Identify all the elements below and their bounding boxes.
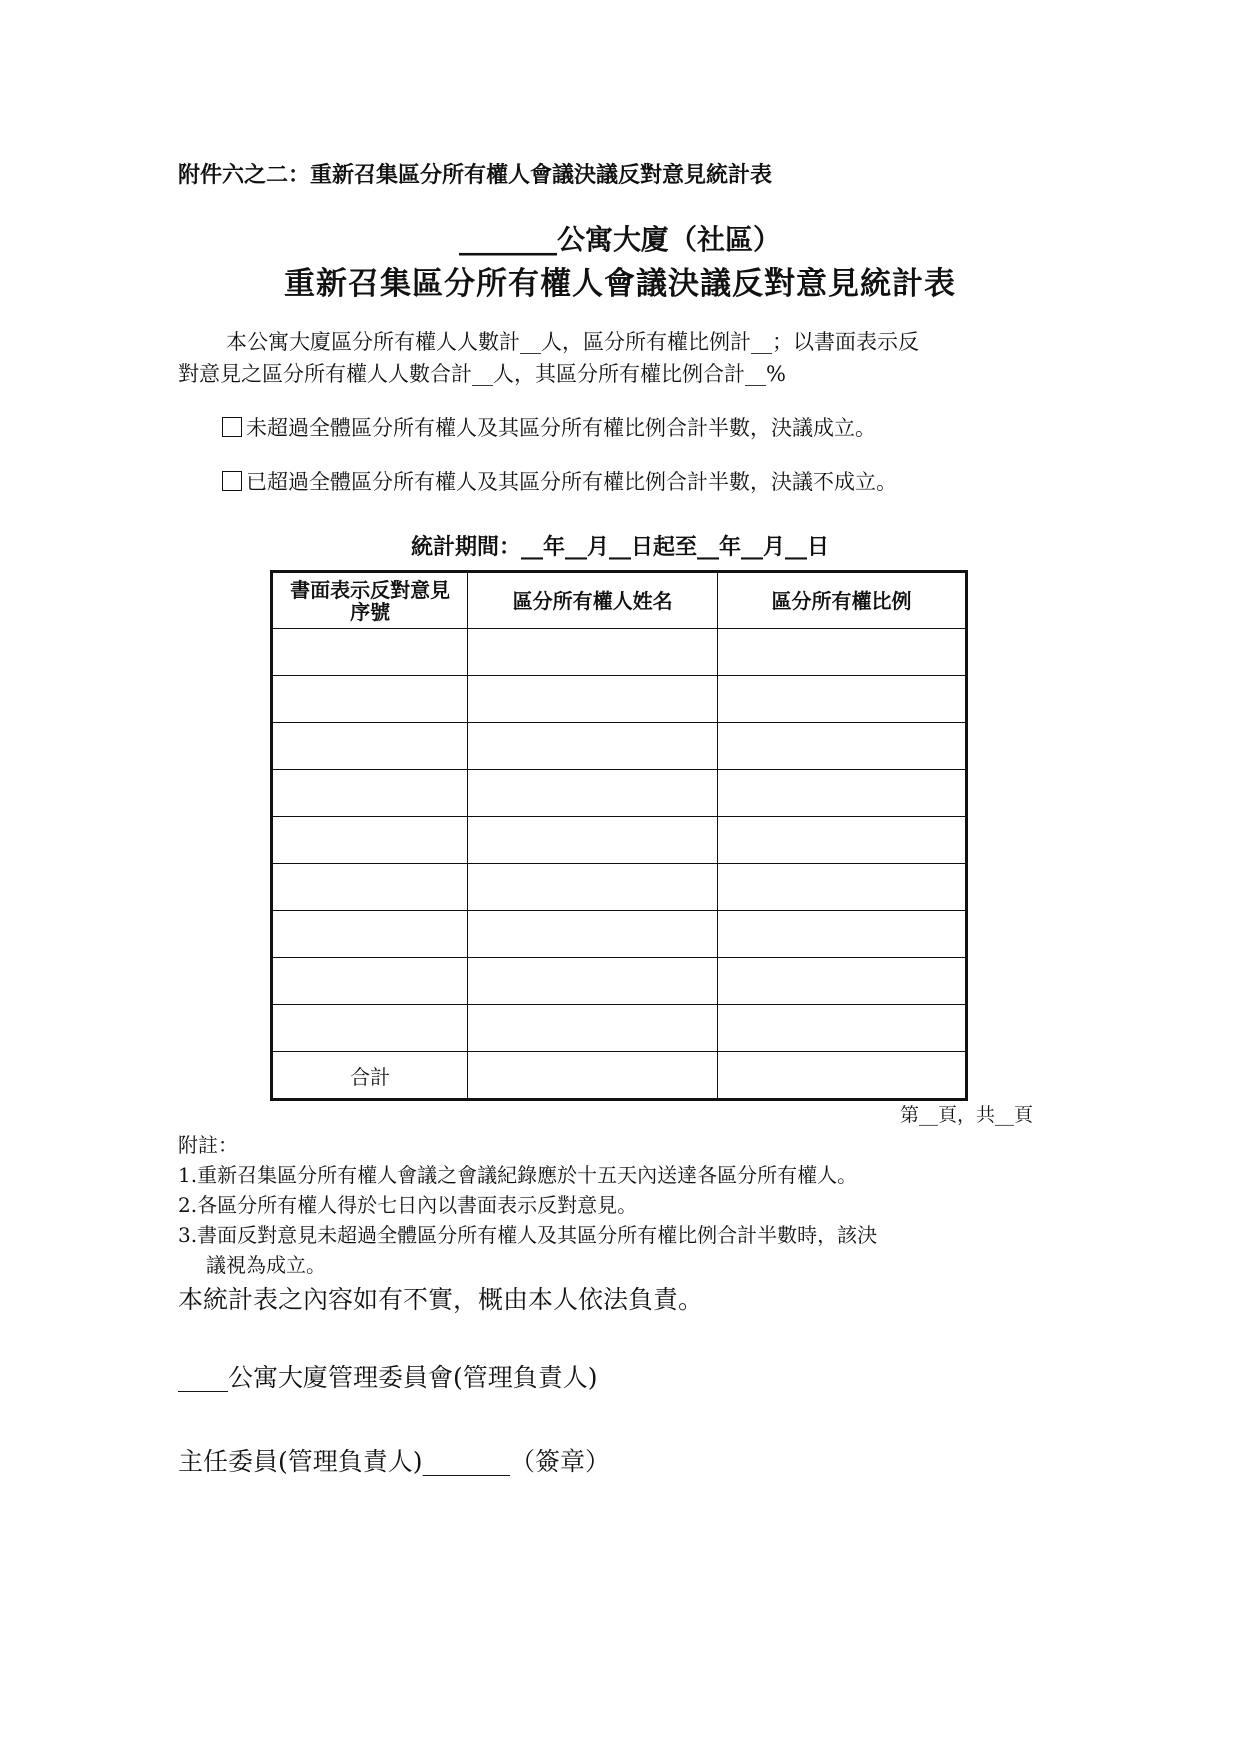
table-row — [272, 770, 967, 817]
total-owner-name[interactable] — [468, 1052, 718, 1100]
cell-ratio[interactable] — [718, 629, 967, 676]
cell-serial[interactable] — [272, 911, 468, 958]
checkbox-passed[interactable] — [222, 417, 242, 437]
committee-signature-line: ____公寓大廈管理委員會(管理負責人) — [178, 1363, 598, 1392]
table-header-row — [272, 572, 967, 629]
cell-ratio[interactable] — [718, 817, 967, 864]
cell-owner-name[interactable] — [468, 629, 718, 676]
attachment-title: 附件六之二：重新召集區分所有權人會議決議反對意見統計表 — [178, 163, 773, 188]
header-serial-line-2: 序號 — [350, 599, 391, 624]
cell-serial[interactable] — [272, 676, 468, 723]
total-ratio[interactable] — [718, 1052, 967, 1100]
table-row — [272, 864, 967, 911]
cell-owner-name[interactable] — [468, 723, 718, 770]
option-resolution-failed[interactable] — [222, 466, 897, 496]
page-number-info: 第__頁，共__頁 — [900, 1104, 1034, 1126]
note-2: 2.各區分所有權人得於七日內以書面表示反對意見。 — [178, 1193, 638, 1217]
declaration-statement: 本統計表之內容如有不實，概由本人依法負責。 — [178, 1285, 704, 1314]
document-title-building: _______公寓大廈（社區） — [458, 223, 781, 256]
cell-owner-name[interactable] — [468, 958, 718, 1005]
table-row — [272, 817, 967, 864]
option-failed-label: 已超過全體區分所有權人及其區分所有權比例合計半數，決議不成立。 — [246, 470, 897, 494]
cell-ratio[interactable] — [718, 1005, 967, 1052]
note-1: 1.重新召集區分所有權人會議之會議紀錄應於十五天內送達各區分所有權人。 — [178, 1163, 858, 1187]
cell-ratio[interactable] — [718, 911, 967, 958]
cell-ratio[interactable] — [718, 958, 967, 1005]
note-3-line-1: 3.書面反對意見未超過全體區分所有權人及其區分所有權比例合計半數時，該決 — [178, 1223, 878, 1247]
header-owner-name: 區分所有權人姓名 — [468, 572, 718, 629]
cell-serial[interactable] — [272, 723, 468, 770]
header-ownership-ratio: 區分所有權比例 — [718, 572, 967, 629]
table-row — [272, 958, 967, 1005]
cell-owner-name[interactable] — [468, 817, 718, 864]
cell-owner-name[interactable] — [468, 864, 718, 911]
table-row — [272, 676, 967, 723]
table-row — [272, 629, 967, 676]
cell-ratio[interactable] — [718, 770, 967, 817]
table-row — [272, 911, 967, 958]
cell-serial[interactable] — [272, 864, 468, 911]
total-label: 合計 — [272, 1052, 468, 1100]
header-serial-line-1: 書面表示反對意見 — [290, 577, 451, 602]
cell-serial[interactable] — [272, 1005, 468, 1052]
table-row — [272, 1005, 967, 1052]
notes-section — [178, 1130, 1068, 1280]
cell-serial[interactable] — [272, 817, 468, 864]
intro-line-1: 本公寓大廈區分所有權人人數計__人，區分所有權比例計__；以書面表示反 — [226, 330, 919, 354]
cell-serial[interactable] — [272, 629, 468, 676]
notes-title: 附註： — [178, 1133, 238, 1157]
option-passed-label: 未超過全體區分所有權人及其區分所有權比例合計半數，決議成立。 — [246, 416, 876, 440]
header-serial-number — [272, 572, 468, 629]
cell-owner-name[interactable] — [468, 1005, 718, 1052]
cell-serial[interactable] — [272, 958, 468, 1005]
cell-ratio[interactable] — [718, 676, 967, 723]
intro-paragraph — [178, 326, 1078, 390]
objection-table — [270, 570, 968, 1101]
table-total-row — [272, 1052, 967, 1100]
cell-ratio[interactable] — [718, 723, 967, 770]
cell-serial[interactable] — [272, 770, 468, 817]
statistics-period: 統計期間：__年__月__日起至__年__月__日 — [410, 534, 829, 560]
option-resolution-passed[interactable] — [222, 412, 876, 442]
table-row — [272, 723, 967, 770]
cell-owner-name[interactable] — [468, 676, 718, 723]
intro-line-2: 對意見之區分所有權人人數合計__人，其區分所有權比例合計__% — [178, 362, 786, 386]
cell-owner-name[interactable] — [468, 770, 718, 817]
checkbox-failed[interactable] — [222, 471, 242, 491]
note-3-line-2: 議視為成立。 — [206, 1253, 326, 1277]
chair-signature-line: 主任委員(管理負責人)_______（簽章） — [178, 1447, 611, 1476]
cell-owner-name[interactable] — [468, 911, 718, 958]
cell-ratio[interactable] — [718, 864, 967, 911]
document-title: 重新召集區分所有權人會議決議反對意見統計表 — [284, 266, 956, 302]
